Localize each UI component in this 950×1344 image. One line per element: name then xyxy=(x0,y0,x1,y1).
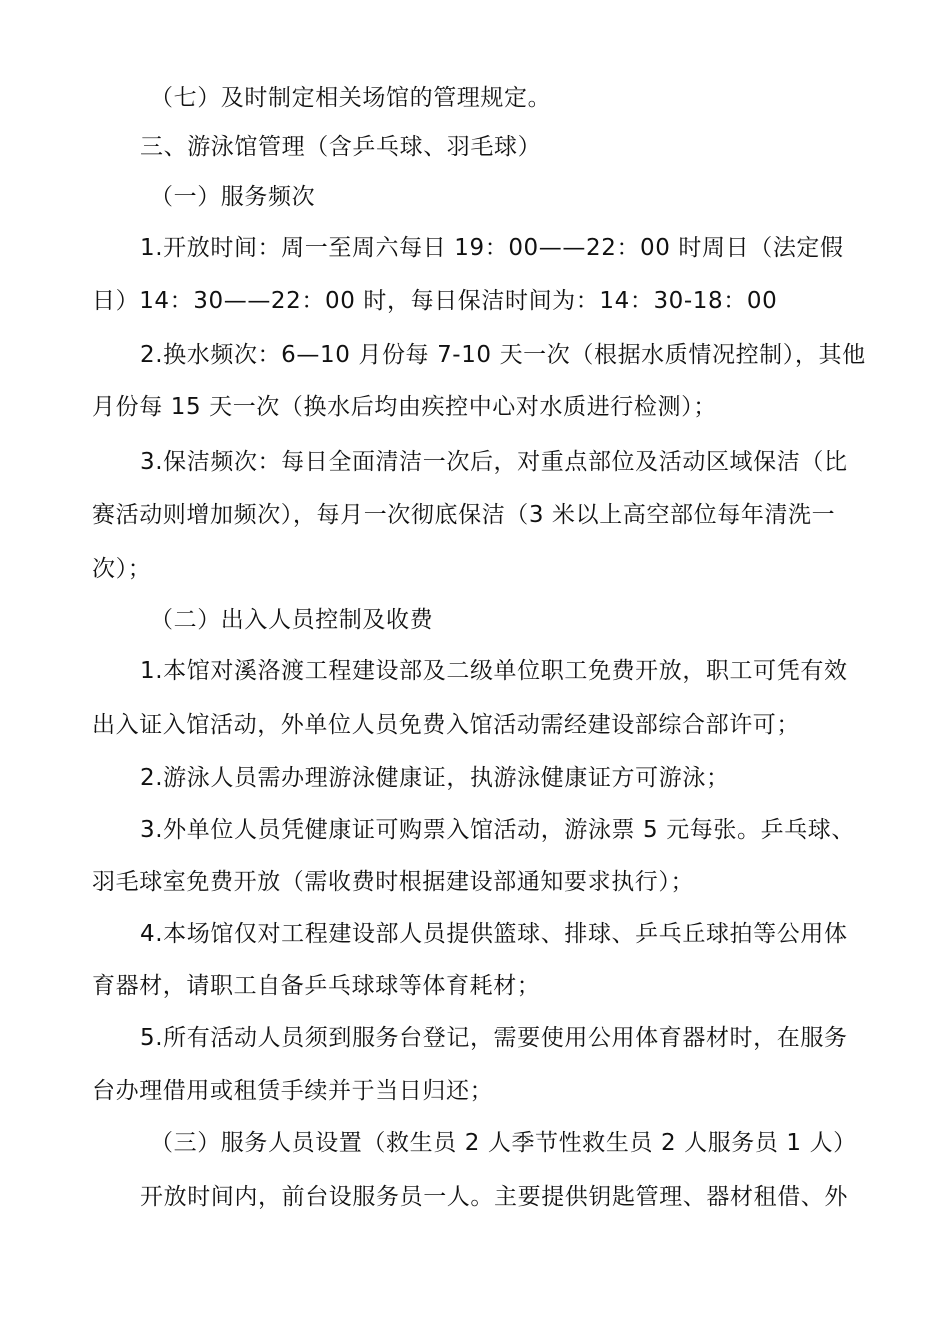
paragraph-line: 4.本场馆仅对工程建设部人员提供篮球、排球、乒乓丘球拍等公用体 xyxy=(140,921,848,947)
subsection-heading: （二）出入人员控制及收费 xyxy=(150,607,434,633)
paragraph-line: 开放时间内，前台设服务员一人。主要提供钥匙管理、器材租借、外 xyxy=(140,1184,848,1210)
paragraph-line: 羽毛球室免费开放（需收费时根据建设部通知要求执行）； xyxy=(92,869,695,895)
subsection-heading: （三）服务人员设置（救生员 2 人季节性救生员 2 人服务员 1 人） xyxy=(150,1130,857,1156)
section-heading: 三、游泳馆管理（含乒乓球、羽毛球） xyxy=(140,134,542,160)
paragraph-line: 2.换水频次：6—10 月份每 7-10 天一次（根据水质情况控制），其他 xyxy=(140,342,866,368)
paragraph-line: 5.所有活动人员须到服务台登记，需要使用公用体育器材时，在服务 xyxy=(140,1025,848,1051)
paragraph-line: 1.本馆对溪洛渡工程建设部及二级单位职工免费开放，职工可凭有效 xyxy=(140,658,848,684)
paragraph-line: 台办理借用或租赁手续并于当日归还； xyxy=(92,1078,494,1104)
paragraph-line: 2.游泳人员需办理游泳健康证，执游泳健康证方可游泳； xyxy=(140,765,730,791)
subsection-heading: （一）服务频次 xyxy=(150,184,316,210)
paragraph-line: 出入证入馆活动，外单位人员免费入馆活动需经建设部综合部许可； xyxy=(92,712,800,738)
paragraph-line: 1.开放时间：周一至周六每日 19：00——22：00 时周日（法定假 xyxy=(140,235,844,261)
paragraph-line: 日）14：30——22：00 时，每日保洁时间为：14：30-18：00 xyxy=(92,288,778,314)
paragraph-line: 次）； xyxy=(92,556,152,582)
paragraph-line: （七）及时制定相关场馆的管理规定。 xyxy=(150,85,552,111)
paragraph-line: 赛活动则增加频次），每月一次彻底保洁（3 米以上高空部位每年清洗一 xyxy=(92,502,836,528)
paragraph-line: 3.保洁频次：每日全面清洁一次后，对重点部位及活动区域保洁（比 xyxy=(140,449,848,475)
paragraph-line: 育器材，请职工自备乒乓球球等体育耗材； xyxy=(92,973,541,999)
paragraph-line: 3.外单位人员凭健康证可购票入馆活动，游泳票 5 元每张。乒乓球、 xyxy=(140,817,855,843)
paragraph-line: 月份每 15 天一次（换水后均由疾控中心对水质进行检测）； xyxy=(92,394,717,420)
